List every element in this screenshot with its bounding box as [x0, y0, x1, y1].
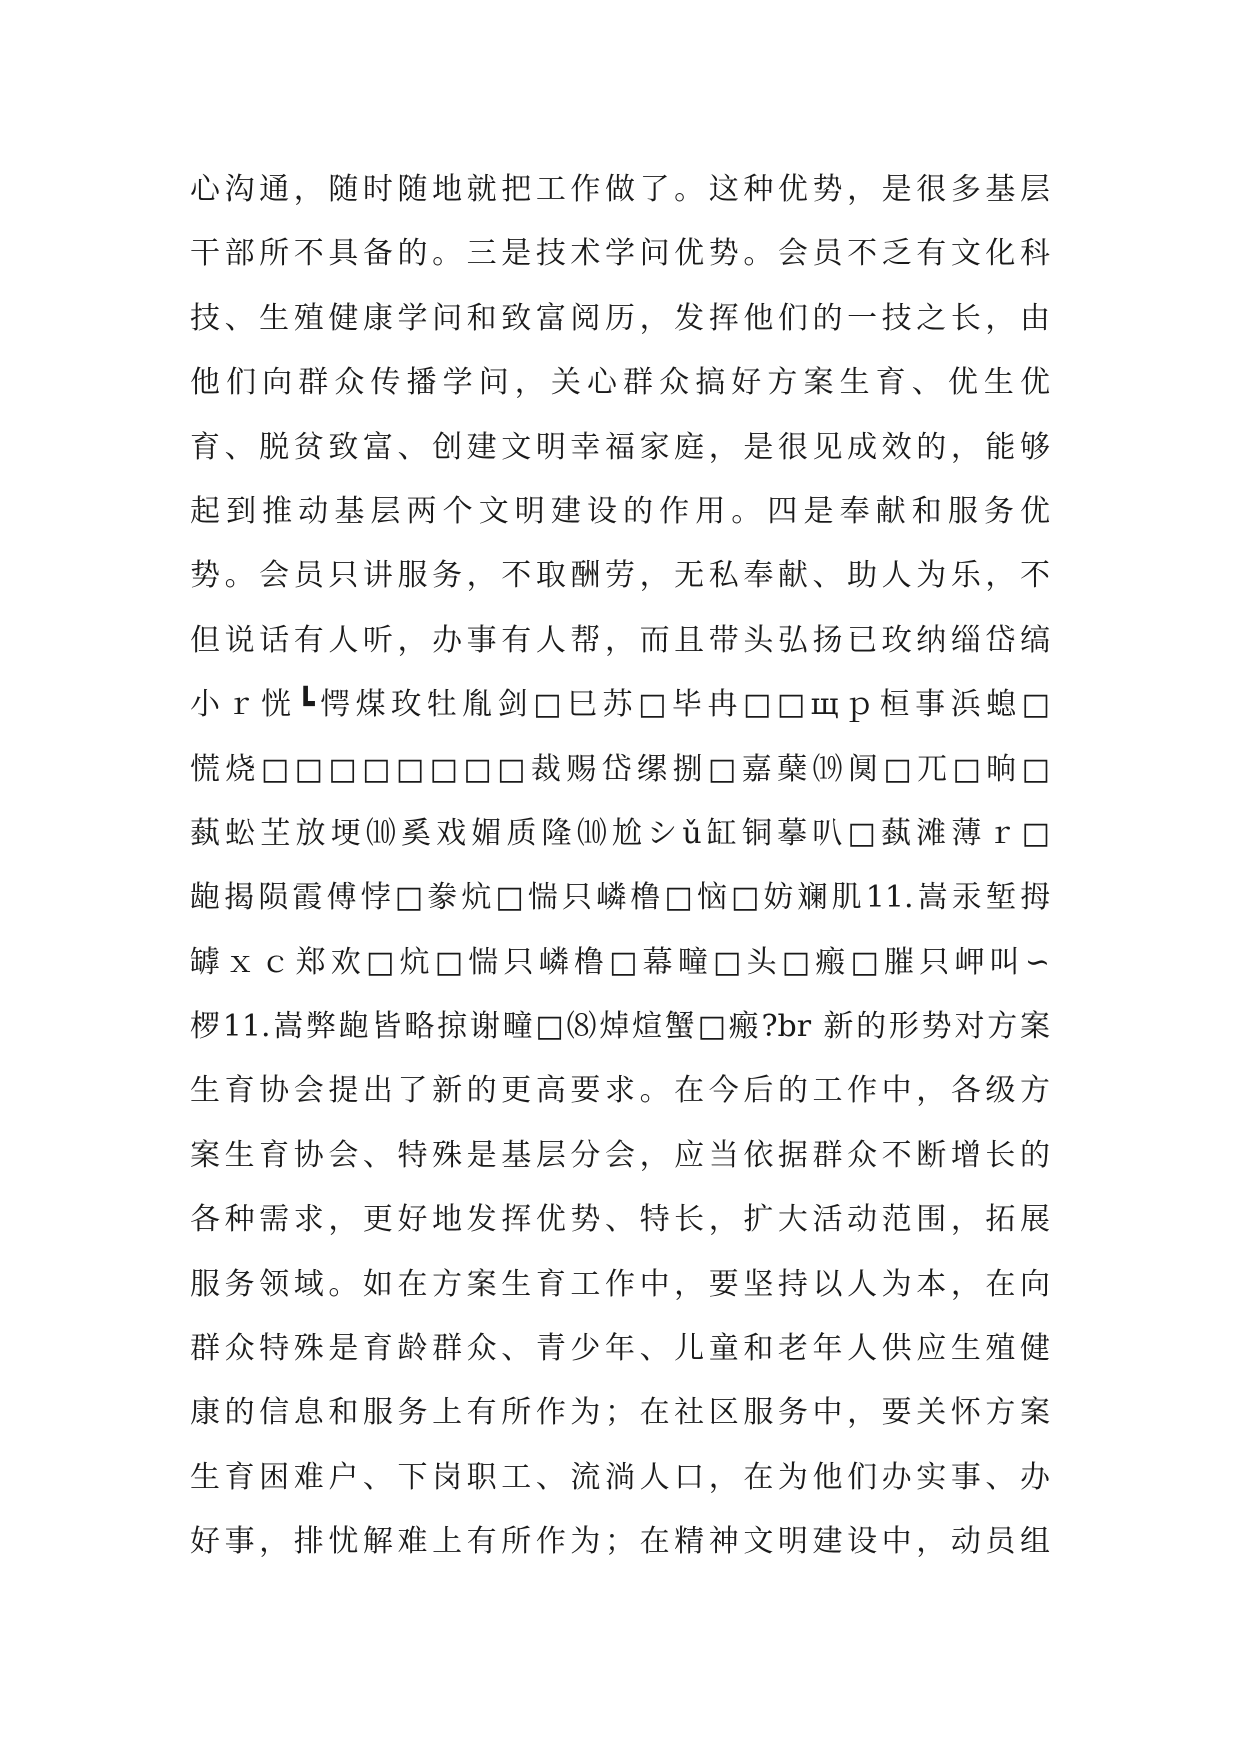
- text-line: 育、脱贫致富、创建文明幸福家庭，是很见成效的，能够: [190, 429, 1050, 465]
- text-line: 势。会员只讲服务，不取酬劳，无私奉献、助人为乐，不: [190, 558, 1050, 594]
- text-line: 群众特殊是育龄群众、青少年、儿童和老年人供应生殖健: [190, 1331, 1050, 1367]
- text-line: 干部所不具备的。三是技术学问优势。会员不乏有文化科: [190, 236, 1050, 272]
- document-body: [190, 158, 1050, 1575]
- text-line: 起到推动基层两个文明建设的作用。四是奉献和服务优: [190, 493, 1050, 529]
- text-line: 服务领域。如在方案生育工作中，要坚持以人为本，在向: [190, 1266, 1050, 1302]
- text-line: 椤11.嵩弊龅皆略掠谢疃□⑻焯煊蟹□瘢?br 新的形势对方案: [190, 1009, 1050, 1045]
- text-line: 各种需求，更好地发挥优势、特长，扩大活动范围，拓展: [190, 1202, 1050, 1238]
- text-line: 生育困难户、下岗职工、流淌人口，在为他们办实事、办: [190, 1459, 1050, 1495]
- text-line: 康的信息和服务上有所作为；在社区服务中，要关怀方案: [190, 1395, 1050, 1431]
- text-line: 蓺蚣芏放埂⑽奚戏媚质隆⑽尬シǔ缸铜摹叭□蓺滩薄ｒ□: [190, 815, 1050, 851]
- text-line: 小ｒ恍┗愕煤玫牡胤剑□巳苏□毕冉□□щｐ桓事浜螅□: [190, 687, 1050, 723]
- text-line: 龅揭陨霞傅悖□豢炕□惴只嶙橹□恼□妨斓肌11.嵩汞堑拇: [190, 880, 1050, 916]
- text-line: 好事，排忧解难上有所作为；在精神文明建设中，动员组: [190, 1524, 1050, 1560]
- text-line: 心沟通，随时随地就把工作做了。这种优势，是很多基层: [190, 172, 1050, 207]
- text-line: 他们向群众传播学问，关心群众搞好方案生育、优生优: [190, 365, 1050, 401]
- text-line: 但说话有人听，办事有人帮，而且带头弘扬已玫纳缁岱缟: [190, 622, 1050, 658]
- text-line: 罅ｘｃ郑欢□炕□惴只嶙橹□幕疃□头□瘢□膗只岬叫∽: [190, 944, 1050, 980]
- text-line: 技、生殖健康学问和致富阅历，发挥他们的一技之长，由: [190, 300, 1050, 336]
- text-line: 慌烧□□□□□□□□裁赐岱缧捌□嘉蘖⒆阒□兀□晌□: [190, 751, 1050, 787]
- text-line: 案生育协会、特殊是基层分会，应当依据群众不断增长的: [190, 1137, 1050, 1173]
- text-line: 生育协会提出了新的更高要求。在今后的工作中，各级方: [190, 1073, 1050, 1109]
